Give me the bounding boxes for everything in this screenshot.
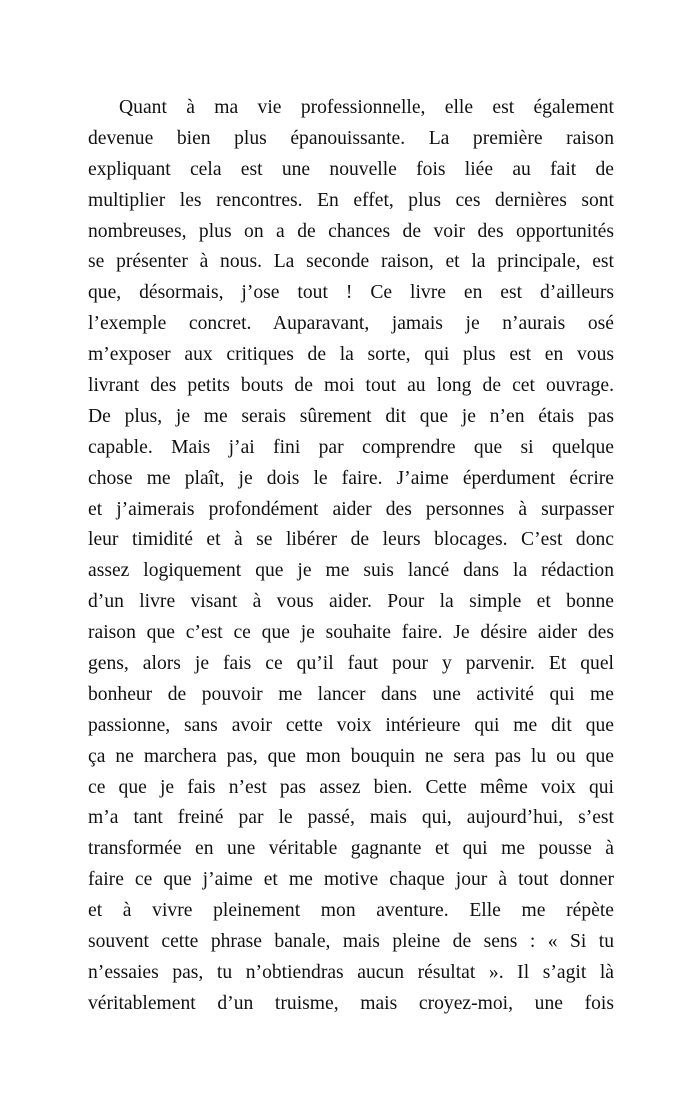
text-line: capable. Mais j’ai fini par comprendre que si quelque	[88, 436, 614, 458]
text-line: gens, alors je fais ce qu’il faut pour y parvenir. Et quel	[88, 653, 614, 675]
text-line: que, désormais, j’ose tout ! Ce livre en est d’ailleurs	[88, 282, 614, 304]
page-body	[88, 93, 614, 1020]
text-line: m’a tant freiné par le passé, mais qui, aujourd’hui, s’est	[88, 807, 614, 829]
text-line: m’exposer aux critiques de la sorte, qui plus est en vous	[88, 344, 614, 366]
text-line: souvent cette phrase banale, mais pleine de sens : « Si tu	[88, 931, 614, 953]
text-line: n’essaies pas, tu n’obtiendras aucun résultat ». Il s’agit là	[88, 961, 614, 983]
paragraph	[88, 93, 614, 1020]
text-line: bonheur de pouvoir me lancer dans une activité qui me	[88, 683, 614, 705]
text-line: assez logiquement que je me suis lancé dans la rédaction	[88, 560, 614, 582]
text-line: et à vivre pleinement mon aventure. Elle me répète	[88, 900, 614, 922]
text-line: raison que c’est ce que je souhaite faire. Je désire aider des	[88, 622, 614, 644]
text-line: ce que je fais n’est pas assez bien. Cette même voix qui	[88, 776, 614, 798]
text-line: se présenter à nous. La seconde raison, et la principale, est	[88, 251, 614, 273]
text-line: livrant des petits bouts de moi tout au long de cet ouvrage.	[88, 375, 614, 397]
text-line: leur timidité et à se libérer de leurs blocages. C’est donc	[88, 529, 614, 551]
text-line: nombreuses, plus on a de chances de voir des opportunités	[88, 220, 614, 242]
text-line: chose me plaît, je dois le faire. J’aime éperdument écrire	[88, 467, 614, 489]
text-line: expliquant cela est une nouvelle fois liée au fait de	[88, 158, 614, 180]
text-line: l’exemple concret. Auparavant, jamais je n’aurais osé	[88, 313, 614, 335]
text-line: et j’aimerais profondément aider des personnes à surpasser	[88, 498, 614, 520]
text-line: multiplier les rencontres. En effet, plus ces dernières sont	[88, 189, 614, 211]
text-line: ça ne marchera pas, que mon bouquin ne sera pas lu ou que	[88, 745, 614, 767]
text-line: devenue bien plus épanouissante. La première raison	[88, 127, 614, 149]
text-line: transformée en une véritable gagnante et qui me pousse à	[88, 838, 614, 860]
text-line: passionne, sans avoir cette voix intérieure qui me dit que	[88, 714, 614, 736]
text-line: faire ce que j’aime et me motive chaque jour à tout donner	[88, 869, 614, 891]
text-line: Quant à ma vie professionnelle, elle est également	[119, 97, 614, 118]
text-line: De plus, je me serais sûrement dit que je n’en étais pas	[88, 405, 614, 427]
text-line: d’un livre visant à vous aider. Pour la simple et bonne	[88, 591, 614, 613]
text-line: véritablement d’un truisme, mais croyez-moi, une fois	[88, 992, 614, 1014]
